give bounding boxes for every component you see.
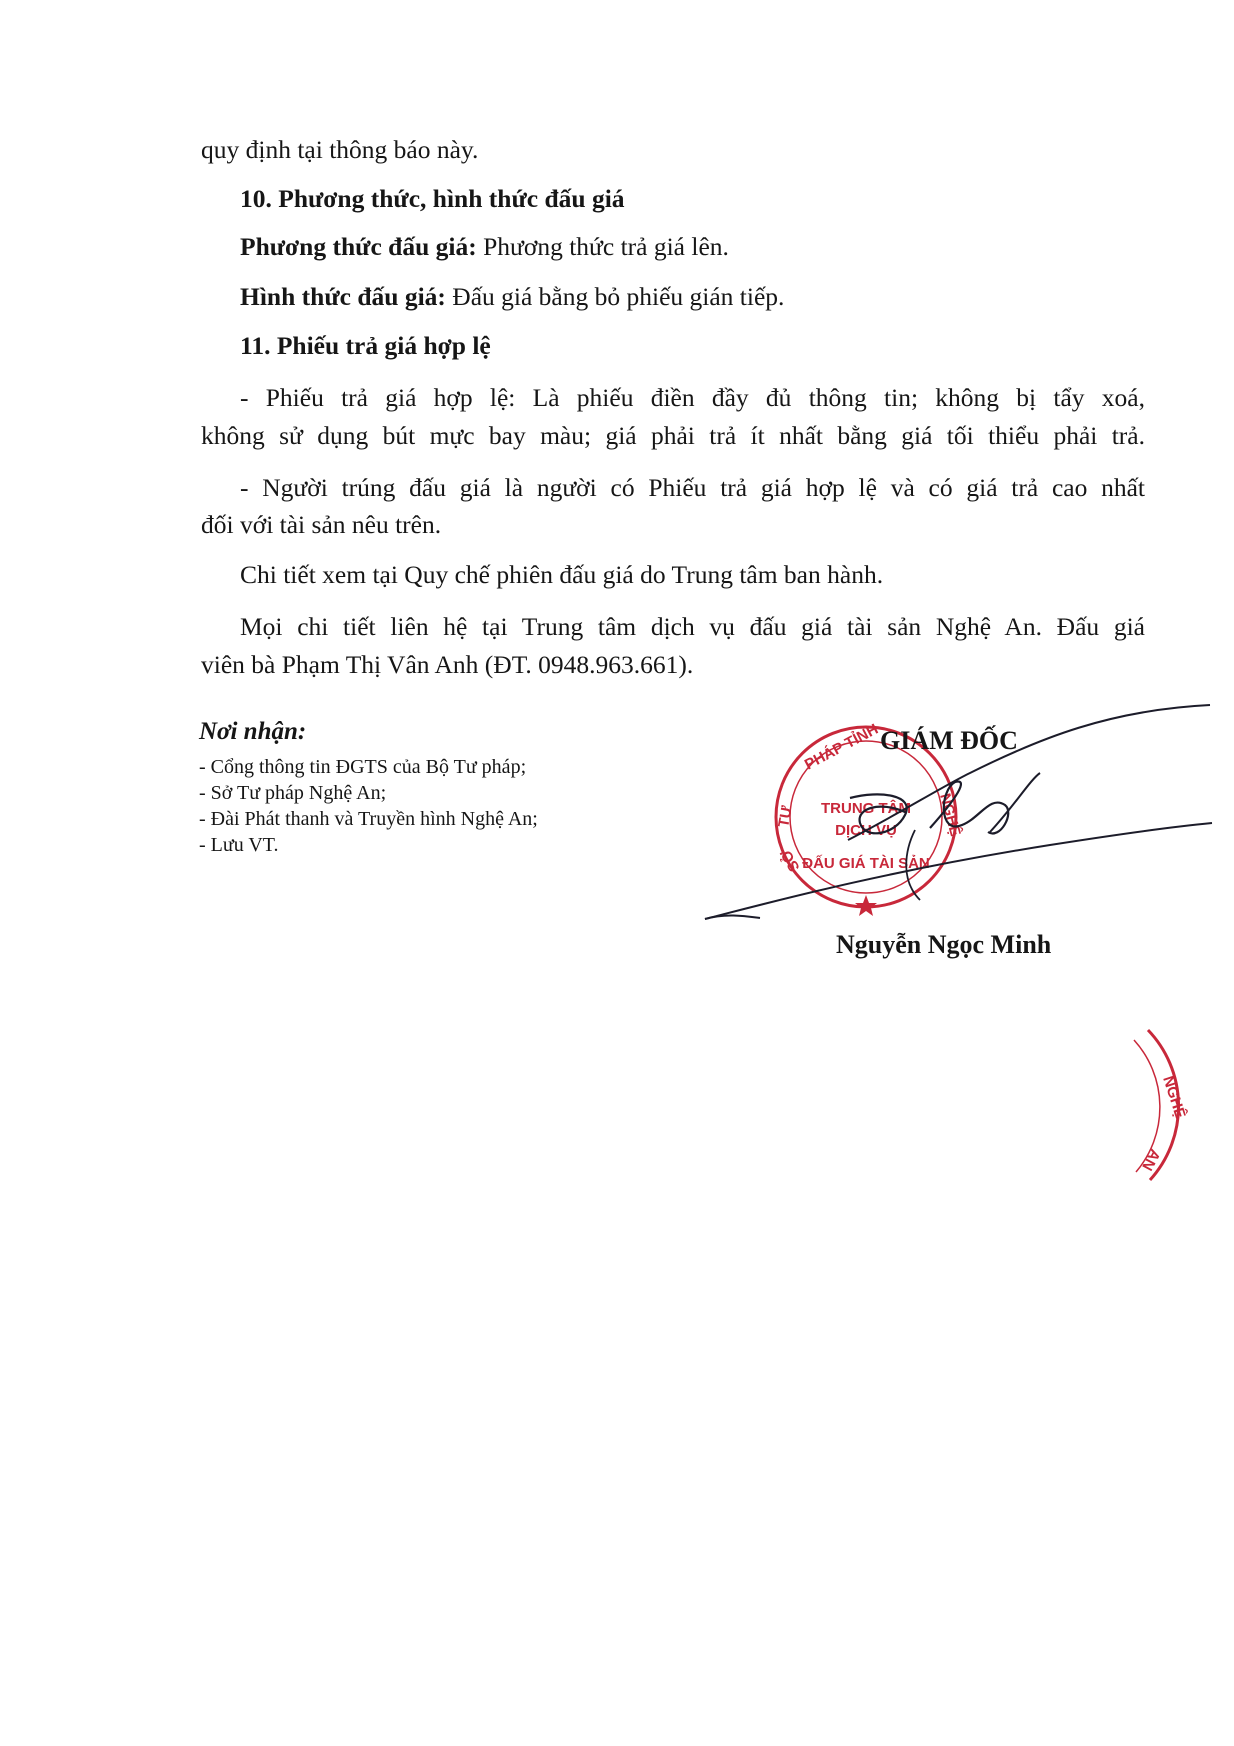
section-11-heading: 11. Phiếu trả giá hợp lệ — [240, 331, 491, 360]
auction-form-label: Hình thức đấu giá: — [240, 282, 446, 311]
detail-line: Chi tiết xem tại Quy chế phiên đấu giá do Trung tâm ban hành. — [240, 560, 884, 589]
recipient-item: - Cổng thông tin ĐGTS của Bộ Tư pháp; — [199, 756, 527, 778]
recipient-item: - Sở Tư pháp Nghệ An; — [199, 782, 387, 804]
auction-method-value: Phương thức trả giá lên. — [476, 232, 729, 261]
contact-line-2: viên bà Phạm Thị Vân Anh (ĐT. 0948.963.661). — [201, 650, 694, 679]
partial-stamp-edge — [1134, 1030, 1190, 1180]
auction-method-label: Phương thức đấu giá: — [240, 232, 477, 261]
contact-line-1: Mọi chi tiết liên hệ tại Trung tâm dịch vụ đấu giá tài sản Nghệ An. Đấu giá — [240, 612, 1145, 641]
recipient-item: - Lưu VT. — [199, 834, 279, 856]
partial-stamp-text: NGHỆ — [1159, 1073, 1189, 1121]
stamp-ring-left-lower: SỞ — [777, 846, 804, 875]
stamp-center-line-2: DỊCH VỤ — [835, 822, 897, 839]
stamp-center-line-1: TRUNG TÂM — [821, 800, 911, 817]
stamp-ring-top: PHÁP TỈNH — [801, 720, 882, 774]
recipient-item: - Đài Phát thanh và Truyền hình Nghệ An; — [199, 808, 538, 830]
stamp-center-line-3: ĐẤU GIÁ TÀI SẢN — [802, 855, 930, 872]
signer-name: Nguyễn Ngọc Minh — [836, 930, 1052, 959]
winner-line-2: đối với tài sản nêu trên. — [201, 510, 442, 539]
winner-line-1: - Người trúng đấu giá là người có Phiếu trả giá hợp lệ và có giá trả cao nhất — [240, 473, 1145, 502]
auction-form-value: Đấu giá bằng bỏ phiếu gián tiếp. — [445, 282, 785, 311]
partial-stamp-text-lower: AN — [1138, 1146, 1164, 1174]
section-10-heading: 10. Phương thức, hình thức đấu giá — [240, 184, 625, 213]
valid-ballot-line-1: - Phiếu trả giá hợp lệ: Là phiếu điền đầy đủ thông tin; không bị tẩy xoá, — [240, 383, 1145, 412]
signature-title: GIÁM ĐỐC — [880, 726, 1018, 755]
recipients-title: Nơi nhận: — [199, 718, 307, 745]
stamp-ring-left: TƯ — [775, 804, 796, 829]
valid-ballot-line-2: không sử dụng bút mực bay màu; giá phải trả ít nhất bằng giá tối thiểu phải trả. — [201, 421, 1145, 450]
body-line-continuation: quy định tại thông báo này. — [201, 135, 479, 164]
stamp-ring-right: NGHỆ — [936, 791, 964, 838]
